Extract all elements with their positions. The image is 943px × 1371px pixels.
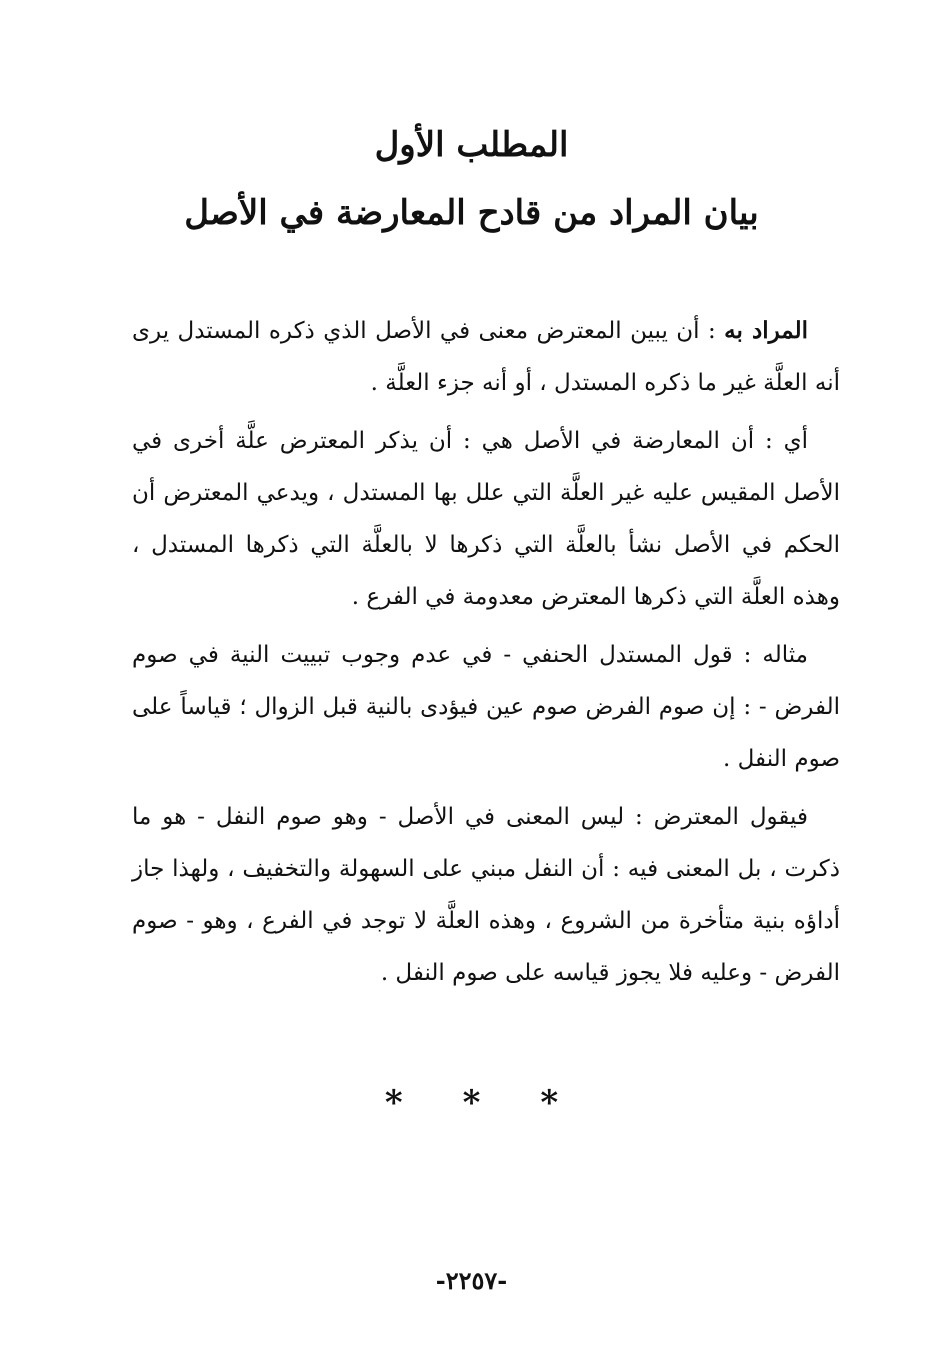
paragraph-explanation: أي : أن المعارضة في الأصل هي : أن يذكر المعترض علَّة أخرى في الأصل المقيس عليه غير العلَّة التي علل بها المستدل ، ويدعي المعترض أن الحكم في الأصل نشأ بالعلَّة التي ذكرها لا بالعلَّة التي ذكرها المستدل ، وهذه العلَّة التي ذكرها المعترض معدومة في الفرع . bbox=[132, 428, 840, 610]
definition-text: : أن يبين المعترض معنى في الأصل الذي ذكره المستدل يرى أنه العلَّة غير ما ذكره المستدل ، أو أنه جزء العلَّة . bbox=[132, 318, 840, 396]
paragraph-example: مثاله : قول المستدل الحنفي - في عدم وجوب تبييت النية في صوم الفرض - : إن صوم الفرض صوم عين فيؤدى بالنية قبل الزوال ؛ قياساً على صوم النفل . bbox=[132, 642, 840, 772]
separator-asterisk: * bbox=[462, 1083, 481, 1123]
page-number: -٢٢٥٧- bbox=[435, 1266, 508, 1295]
body-text bbox=[132, 305, 840, 999]
section-heading: المطلب الأول bbox=[374, 125, 569, 165]
separator-asterisk: * bbox=[540, 1083, 559, 1123]
paragraph-definition bbox=[132, 305, 840, 409]
definition-lead: المراد به bbox=[724, 317, 808, 344]
paragraph-objection: فيقول المعترض : ليس المعنى في الأصل - وهو صوم النفل - هو ما ذكرت ، بل المعنى فيه : أن النفل مبني على السهولة والتخفيف ، ولهذا جاز أداؤه بنية متأخرة من الشروع ، وهذه العلَّة لا توجد في الفرع ، وهو - صوم الفرض - وعليه فلا يجوز قياسه على صوم النفل . bbox=[132, 804, 840, 986]
section-subheading: بيان المراد من قادح المعارضة في الأصل bbox=[184, 193, 759, 233]
separator-asterisk: * bbox=[384, 1083, 403, 1123]
section-separator bbox=[0, 1083, 943, 1123]
